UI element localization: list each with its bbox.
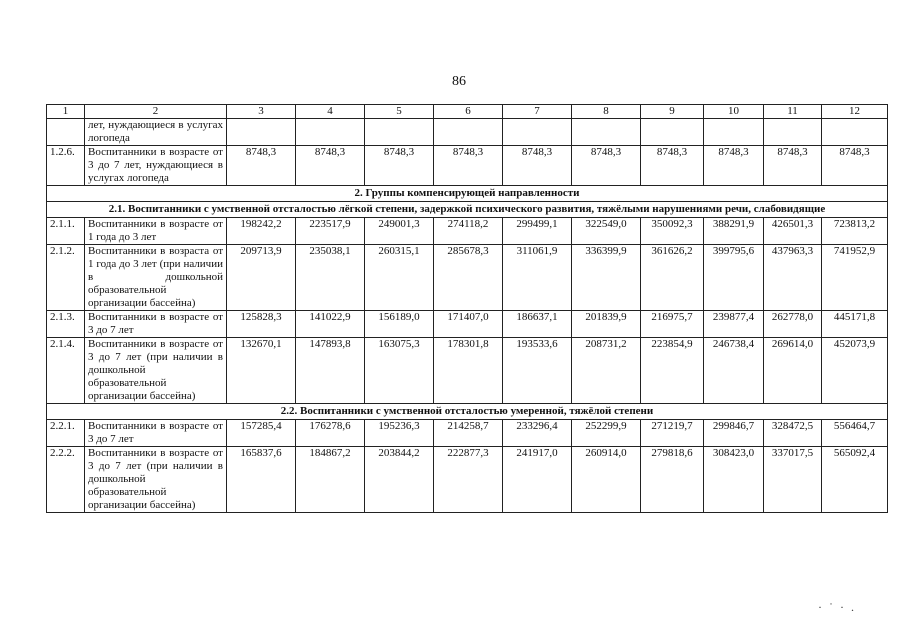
cost-value: 8748,3: [434, 146, 503, 186]
row-number: 2.1.3.: [47, 311, 85, 338]
cost-value: 723813,2: [822, 218, 888, 245]
cost-value: 437963,3: [764, 245, 822, 311]
cost-value: 260315,1: [365, 245, 434, 311]
table-row: [47, 218, 888, 245]
column-header: 7: [503, 105, 572, 119]
cost-value: 157285,4: [227, 420, 296, 447]
cost-value: [227, 119, 296, 146]
cost-value: 8748,3: [822, 146, 888, 186]
row-description: Воспитанники в возрасте от 3 до 7 лет, нуждающиеся в услугах логопеда: [85, 146, 227, 186]
cost-value: [764, 119, 822, 146]
cost-value: 8748,3: [503, 146, 572, 186]
cost-value: 176278,6: [296, 420, 365, 447]
table-row: [47, 245, 888, 311]
row-number: [47, 119, 85, 146]
section-header-row: [47, 404, 888, 420]
cost-value: 445171,8: [822, 311, 888, 338]
page-number: 86: [452, 74, 466, 89]
row-description: Воспитанники в возрасте от 1 года до 3 лет: [85, 218, 227, 245]
cost-value: 222877,3: [434, 447, 503, 513]
cost-value: 308423,0: [704, 447, 764, 513]
cost-value: 198242,2: [227, 218, 296, 245]
table-row: [47, 119, 888, 146]
cost-value: 233296,4: [503, 420, 572, 447]
cost-value: 214258,7: [434, 420, 503, 447]
section-title: 2.1. Воспитанники с умственной отсталостью лёгкой степени, задержкой психического развития, тяжёлыми нарушениями речи, слабовидящие: [47, 202, 888, 218]
cost-value: 223854,9: [641, 338, 704, 404]
pen-marks: · ˙ · .: [818, 600, 856, 614]
cost-value: 186637,1: [503, 311, 572, 338]
cost-value: 8748,3: [764, 146, 822, 186]
cost-value: [572, 119, 641, 146]
cost-value: 163075,3: [365, 338, 434, 404]
column-header: 11: [764, 105, 822, 119]
cost-value: [503, 119, 572, 146]
cost-value: 201839,9: [572, 311, 641, 338]
cost-value: 279818,6: [641, 447, 704, 513]
cost-value: 193533,6: [503, 338, 572, 404]
column-header: 6: [434, 105, 503, 119]
row-number: 1.2.6.: [47, 146, 85, 186]
row-number: 2.1.2.: [47, 245, 85, 311]
cost-value: 271219,7: [641, 420, 704, 447]
cost-value: 426501,3: [764, 218, 822, 245]
cost-value: 350092,3: [641, 218, 704, 245]
cost-value: 260914,0: [572, 447, 641, 513]
table-row: [47, 338, 888, 404]
tariff-table: [46, 104, 888, 513]
cost-value: 8748,3: [572, 146, 641, 186]
cost-value: 132670,1: [227, 338, 296, 404]
column-header: 8: [572, 105, 641, 119]
cost-value: 235038,1: [296, 245, 365, 311]
row-number: 2.1.4.: [47, 338, 85, 404]
cost-value: 141022,9: [296, 311, 365, 338]
cost-value: 209713,9: [227, 245, 296, 311]
column-header: 5: [365, 105, 434, 119]
cost-value: 203844,2: [365, 447, 434, 513]
cost-value: 556464,7: [822, 420, 888, 447]
cost-value: 361626,2: [641, 245, 704, 311]
cost-value: 452073,9: [822, 338, 888, 404]
cost-value: [641, 119, 704, 146]
cost-value: 8748,3: [365, 146, 434, 186]
cost-value: 328472,5: [764, 420, 822, 447]
cost-value: [822, 119, 888, 146]
cost-value: 322549,0: [572, 218, 641, 245]
row-number: 2.1.1.: [47, 218, 85, 245]
cost-value: 239877,4: [704, 311, 764, 338]
cost-value: 208731,2: [572, 338, 641, 404]
cost-value: 311061,9: [503, 245, 572, 311]
cost-value: 336399,9: [572, 245, 641, 311]
column-header: 3: [227, 105, 296, 119]
cost-value: 337017,5: [764, 447, 822, 513]
cost-value: 216975,7: [641, 311, 704, 338]
header-row: [47, 105, 888, 119]
row-number: 2.2.1.: [47, 420, 85, 447]
cost-value: 269614,0: [764, 338, 822, 404]
cost-value: 299499,1: [503, 218, 572, 245]
column-header: 4: [296, 105, 365, 119]
column-header: 12: [822, 105, 888, 119]
cost-value: 147893,8: [296, 338, 365, 404]
cost-value: 249001,3: [365, 218, 434, 245]
cost-value: 8748,3: [296, 146, 365, 186]
table-row: [47, 146, 888, 186]
row-description: Воспитанники в возрасте от 3 до 7 лет (при наличии в дошкольной образовательной организации бассейна): [85, 338, 227, 404]
cost-value: 741952,9: [822, 245, 888, 311]
cost-value: 399795,6: [704, 245, 764, 311]
cost-value: 299846,7: [704, 420, 764, 447]
column-header: 2: [85, 105, 227, 119]
column-header: 1: [47, 105, 85, 119]
cost-value: 165837,6: [227, 447, 296, 513]
cost-value: [434, 119, 503, 146]
cost-value: 178301,8: [434, 338, 503, 404]
row-description: лет, нуждающиеся в услугах логопеда: [85, 119, 227, 146]
table-row: [47, 447, 888, 513]
cost-value: [704, 119, 764, 146]
cost-value: 184867,2: [296, 447, 365, 513]
cost-value: 8748,3: [641, 146, 704, 186]
cost-value: 241917,0: [503, 447, 572, 513]
row-description: Воспитанники в возрасте от 3 до 7 лет: [85, 420, 227, 447]
row-description: Воспитанники в возрасте от 3 до 7 лет (при наличии в дошкольной образовательной организации бассейна): [85, 447, 227, 513]
row-description: Воспитанники в возрасте от 3 до 7 лет: [85, 311, 227, 338]
cost-value: 223517,9: [296, 218, 365, 245]
column-header: 9: [641, 105, 704, 119]
cost-value: 125828,3: [227, 311, 296, 338]
table-row: [47, 311, 888, 338]
cost-value: [365, 119, 434, 146]
row-description: Воспитанники в возраста от 1 года до 3 лет (при наличии в дошкольной образовательной организации бассейна): [85, 245, 227, 311]
cost-value: 252299,9: [572, 420, 641, 447]
cost-value: 195236,3: [365, 420, 434, 447]
section-title: 2.2. Воспитанники с умственной отсталостью умеренной, тяжёлой степени: [47, 404, 888, 420]
cost-value: 8748,3: [704, 146, 764, 186]
row-number: 2.2.2.: [47, 447, 85, 513]
cost-value: 285678,3: [434, 245, 503, 311]
cost-value: [296, 119, 365, 146]
section-title: 2. Группы компенсирующей направленности: [47, 186, 888, 202]
section-header-row: [47, 186, 888, 202]
cost-value: 8748,3: [227, 146, 296, 186]
cost-value: 246738,4: [704, 338, 764, 404]
cost-value: 388291,9: [704, 218, 764, 245]
column-header: 10: [704, 105, 764, 119]
cost-value: 274118,2: [434, 218, 503, 245]
cost-value: 262778,0: [764, 311, 822, 338]
cost-value: 565092,4: [822, 447, 888, 513]
table-row: [47, 420, 888, 447]
section-header-row: [47, 202, 888, 218]
cost-value: 156189,0: [365, 311, 434, 338]
cost-value: 171407,0: [434, 311, 503, 338]
